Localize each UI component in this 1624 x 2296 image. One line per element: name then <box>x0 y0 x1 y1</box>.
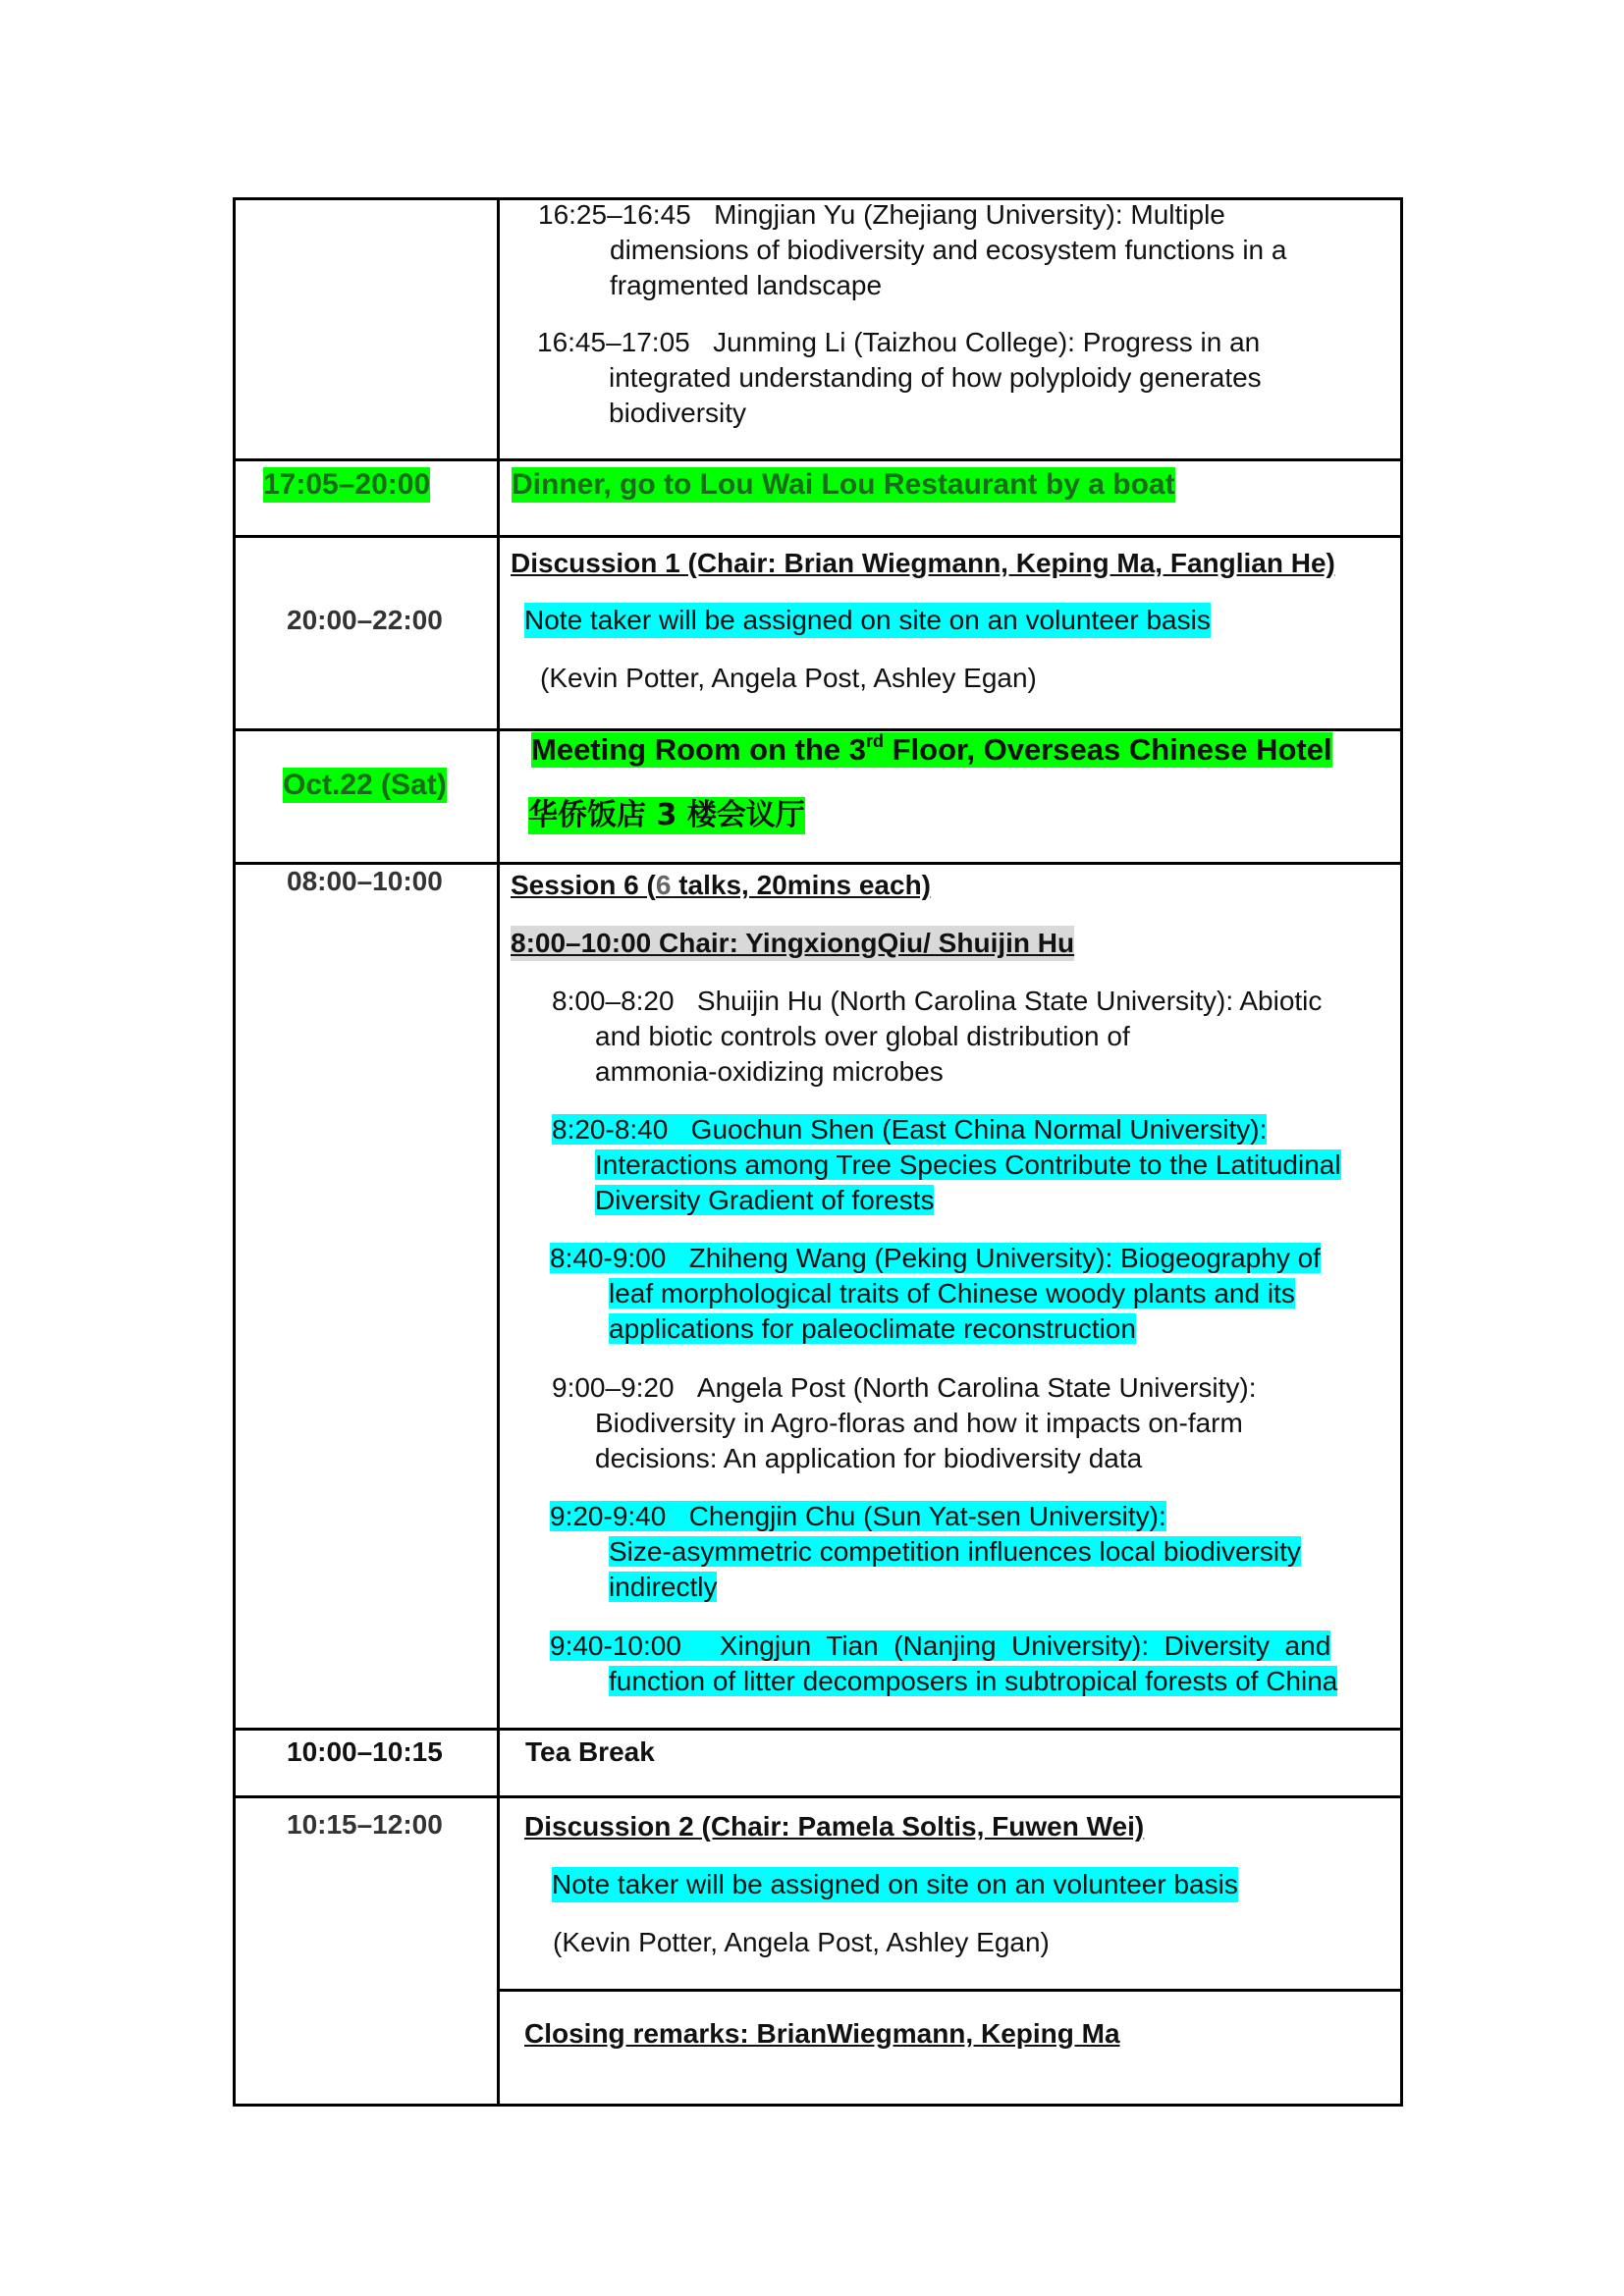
talk-line: applications for paleoclimate reconstruction <box>609 1313 1136 1344</box>
row-divider <box>236 458 1400 461</box>
talk-line: leaf morphological traits of Chinese woody plants and its <box>609 1278 1295 1308</box>
talk-item <box>552 1370 1257 1476</box>
discussion1-title: Discussion 1 (Chair: Brian Wiegmann, Keping Ma, Fanglian He) <box>511 548 1335 578</box>
venue-chinese: 华侨饭店 3 楼会议厅 <box>528 798 805 832</box>
talk-line: 8:00–8:20 Shuijin Hu (North Carolina State University): Abiotic <box>552 986 1323 1016</box>
talk-line: ammonia-oxidizing microbes <box>595 1056 944 1087</box>
discussion2-note: Note taker will be assigned on site on an volunteer basis <box>552 1867 1238 1902</box>
day-date: Oct.22 (Sat) <box>283 769 447 801</box>
talk-line: integrated understanding of how polyploidy generates <box>609 362 1262 393</box>
talk-line: and biotic controls over global distribution of <box>595 1021 1130 1051</box>
row-divider <box>497 1989 1400 1992</box>
talk-line: fragmented landscape <box>610 270 883 300</box>
discussion2-time: 10:15–12:00 <box>287 1809 443 1840</box>
talk-item <box>550 1499 1301 1605</box>
talk-line: function of litter decomposers in subtropical forests of China <box>609 1666 1338 1696</box>
discussion2-title: Discussion 2 (Chair: Pamela Soltis, Fuwen Wei) <box>524 1811 1145 1842</box>
closing-remarks: Closing remarks: BrianWiegmann, Keping Ma <box>524 2018 1120 2049</box>
session6-chair: 8:00–10:00 Chair: YingxiongQiu/ Shuijin Hu <box>511 926 1074 961</box>
talk-line: 16:45–17:05 Junming Li (Taizhou College): Progress in an <box>537 327 1261 357</box>
dinner-text: Dinner, go to Lou Wai Lou Restaurant by a boat <box>512 468 1175 501</box>
session6-title: Session 6 (6 talks, 20mins each) <box>511 870 931 900</box>
talk-line: dimensions of biodiversity and ecosystem functions in a <box>610 235 1287 265</box>
talk-line: 9:40-10:00 Xingjun Tian (Nanjing University): Diversity and <box>550 1630 1331 1661</box>
discussion1-people: (Kevin Potter, Angela Post, Ashley Egan) <box>540 663 1037 693</box>
row-divider <box>236 728 1400 731</box>
talk-line: Biodiversity in Agro-floras and how it impacts on-farm <box>595 1408 1243 1438</box>
talk-line: 16:25–16:45 Mingjian Yu (Zhejiang University): Multiple <box>538 199 1225 230</box>
talk-line: Interactions among Tree Species Contribute to the Latitudinal <box>595 1149 1341 1180</box>
talk-line: 8:40-9:00 Zhiheng Wang (Peking University): Biogeography of <box>550 1243 1321 1273</box>
session6-time: 08:00–10:00 <box>287 866 443 896</box>
venue-english: Meeting Room on the 3rd Floor, Overseas Chinese Hotel <box>531 730 1332 767</box>
discussion1-time: 20:00–22:00 <box>287 605 443 635</box>
talk-line: 9:20-9:40 Chengjin Chu (Sun Yat-sen University): <box>550 1501 1166 1531</box>
discussion2-people: (Kevin Potter, Angela Post, Ashley Egan) <box>553 1927 1050 1957</box>
talk-item <box>538 197 1286 303</box>
talk-line: biodiversity <box>609 398 747 428</box>
talk-item <box>537 325 1262 431</box>
dinner-time: 17:05–20:00 <box>263 468 431 501</box>
talk-line: indirectly <box>609 1572 718 1602</box>
talk-line: decisions: An application for biodiversity data <box>595 1443 1143 1473</box>
row-divider <box>236 1795 1400 1798</box>
tea-time: 10:00–10:15 <box>287 1736 443 1767</box>
talk-line: 8:20-8:40 Guochun Shen (East China Normal University): <box>552 1114 1268 1145</box>
tea-text: Tea Break <box>525 1736 655 1767</box>
talk-line: 9:00–9:20 Angela Post (North Carolina State University): <box>552 1372 1257 1403</box>
talk-item <box>550 1629 1337 1699</box>
row-divider <box>236 1728 1400 1731</box>
column-divider <box>497 200 500 2104</box>
talk-line: Size-asymmetric competition influences local biodiversity <box>609 1536 1301 1567</box>
discussion1-note: Note taker will be assigned on site on an volunteer basis <box>524 603 1211 638</box>
row-divider <box>236 535 1400 538</box>
talk-item <box>550 1241 1321 1347</box>
talk-item <box>552 1112 1341 1218</box>
talk-line: Diversity Gradient of forests <box>595 1185 935 1215</box>
talk-item <box>552 984 1322 1090</box>
